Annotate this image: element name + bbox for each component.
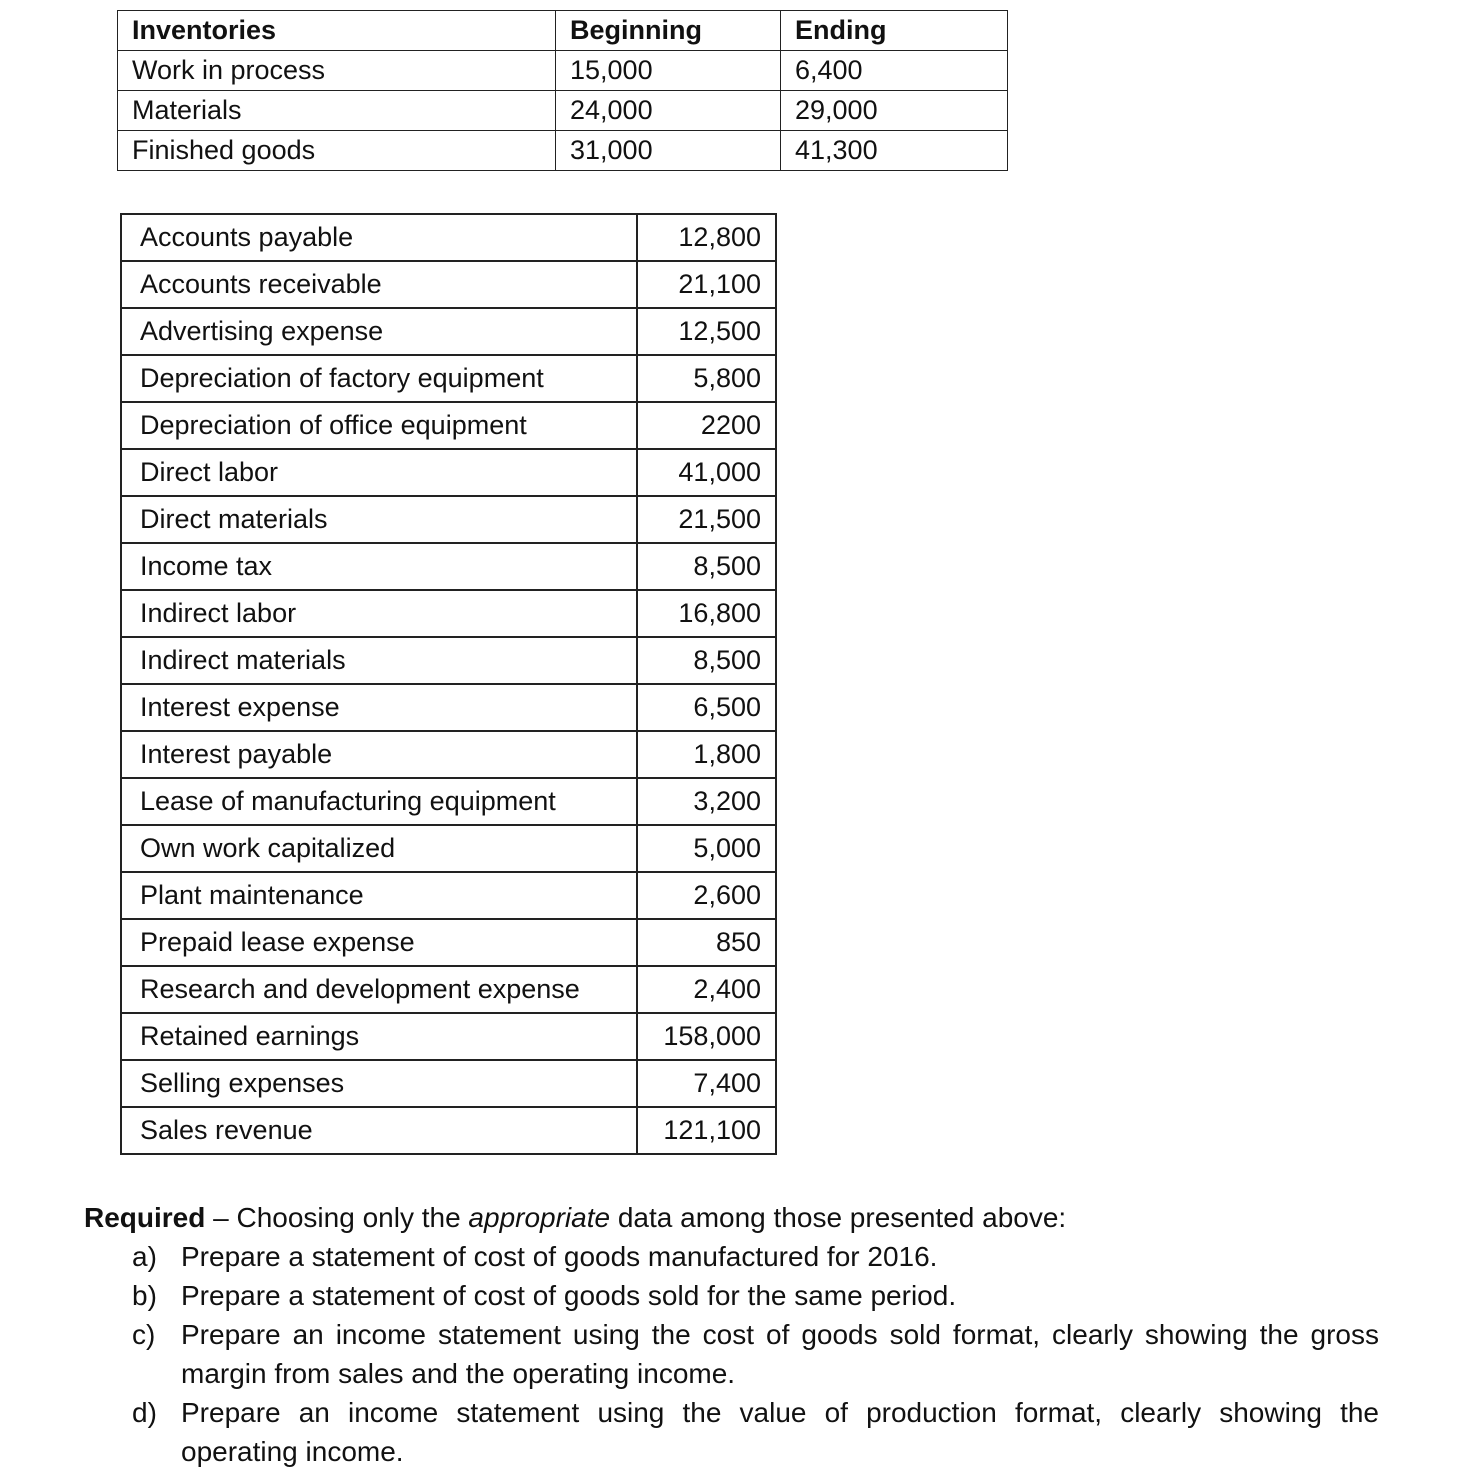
account-name: Lease of manufacturing equipment [121,778,637,825]
account-amount: 121,100 [637,1107,776,1154]
account-row [121,731,776,778]
account-amount: 12,800 [637,214,776,261]
inventories-header-label: Inventories [118,11,556,51]
account-name: Depreciation of factory equipment [121,355,637,402]
inventories-row [118,51,1008,91]
inventories-row [118,91,1008,131]
account-name: Prepaid lease expense [121,919,637,966]
account-name: Depreciation of office equipment [121,402,637,449]
account-name: Advertising expense [121,308,637,355]
account-row [121,1107,776,1154]
account-row [121,1060,776,1107]
account-name: Direct materials [121,496,637,543]
inventory-ending: 6,400 [781,51,1008,91]
account-amount: 3,200 [637,778,776,825]
account-row [121,1013,776,1060]
ending-header: Ending [781,11,1008,51]
account-name: Income tax [121,543,637,590]
account-row [121,402,776,449]
required-item [84,1237,1379,1276]
account-row [121,778,776,825]
account-name: Selling expenses [121,1060,637,1107]
account-amount: 8,500 [637,637,776,684]
accounts-table [120,213,777,1155]
account-amount: 8,500 [637,543,776,590]
account-name: Plant maintenance [121,872,637,919]
account-amount: 2,600 [637,872,776,919]
account-amount: 850 [637,919,776,966]
account-amount: 7,400 [637,1060,776,1107]
inventory-item: Work in process [118,51,556,91]
inventory-beginning: 31,000 [556,131,781,171]
account-row [121,590,776,637]
inventory-beginning: 24,000 [556,91,781,131]
inventory-item: Finished goods [118,131,556,171]
account-amount: 5,800 [637,355,776,402]
required-intro-before: – Choosing only the [205,1202,469,1233]
inventories-table [117,10,1008,171]
required-item-marker: c) [132,1319,156,1350]
inventory-ending: 29,000 [781,91,1008,131]
account-amount: 158,000 [637,1013,776,1060]
account-row [121,308,776,355]
account-name: Direct labor [121,449,637,496]
required-item-text: Prepare an income statement using the cost of goods sold format, clearly showing the gross margin from sales and the operating income. [181,1319,1379,1389]
account-name: Interest payable [121,731,637,778]
required-intro [84,1198,1384,1237]
account-row [121,355,776,402]
account-name: Own work capitalized [121,825,637,872]
account-row [121,214,776,261]
account-amount: 41,000 [637,449,776,496]
required-item-marker: b) [132,1280,157,1311]
account-name: Accounts payable [121,214,637,261]
required-item [84,1276,1379,1315]
account-amount: 12,500 [637,308,776,355]
inventory-item: Materials [118,91,556,131]
required-intro-after: data among those presented above: [610,1202,1067,1233]
required-item-text: Prepare a statement of cost of goods manufactured for 2016. [181,1241,938,1272]
required-item [84,1315,1379,1393]
account-name: Indirect labor [121,590,637,637]
account-row [121,496,776,543]
account-row [121,872,776,919]
inventory-ending: 41,300 [781,131,1008,171]
account-row [121,543,776,590]
account-amount: 2,400 [637,966,776,1013]
account-row [121,966,776,1013]
account-amount: 21,500 [637,496,776,543]
account-amount: 5,000 [637,825,776,872]
account-name: Retained earnings [121,1013,637,1060]
account-row [121,919,776,966]
required-section [84,1198,1384,1471]
account-row [121,637,776,684]
inventory-beginning: 15,000 [556,51,781,91]
account-name: Interest expense [121,684,637,731]
account-name: Indirect materials [121,637,637,684]
required-intro-emphasis: appropriate [468,1202,611,1233]
required-item-marker: d) [132,1397,157,1428]
account-row [121,825,776,872]
account-row [121,449,776,496]
required-item-text: Prepare a statement of cost of goods sold for the same period. [181,1280,957,1311]
inventories-row [118,131,1008,171]
account-amount: 6,500 [637,684,776,731]
account-amount: 21,100 [637,261,776,308]
required-item-marker: a) [132,1241,157,1272]
account-row [121,684,776,731]
account-amount: 1,800 [637,731,776,778]
account-name: Sales revenue [121,1107,637,1154]
account-name: Research and development expense [121,966,637,1013]
required-item-text: Prepare an income statement using the value of production format, clearly showing the operating income. [181,1397,1379,1467]
account-row [121,261,776,308]
beginning-header: Beginning [556,11,781,51]
account-amount: 16,800 [637,590,776,637]
account-name: Accounts receivable [121,261,637,308]
required-item [84,1393,1379,1471]
account-amount: 2200 [637,402,776,449]
required-list [84,1237,1384,1471]
required-label: Required [84,1202,206,1233]
inventories-header-row [118,11,1008,51]
